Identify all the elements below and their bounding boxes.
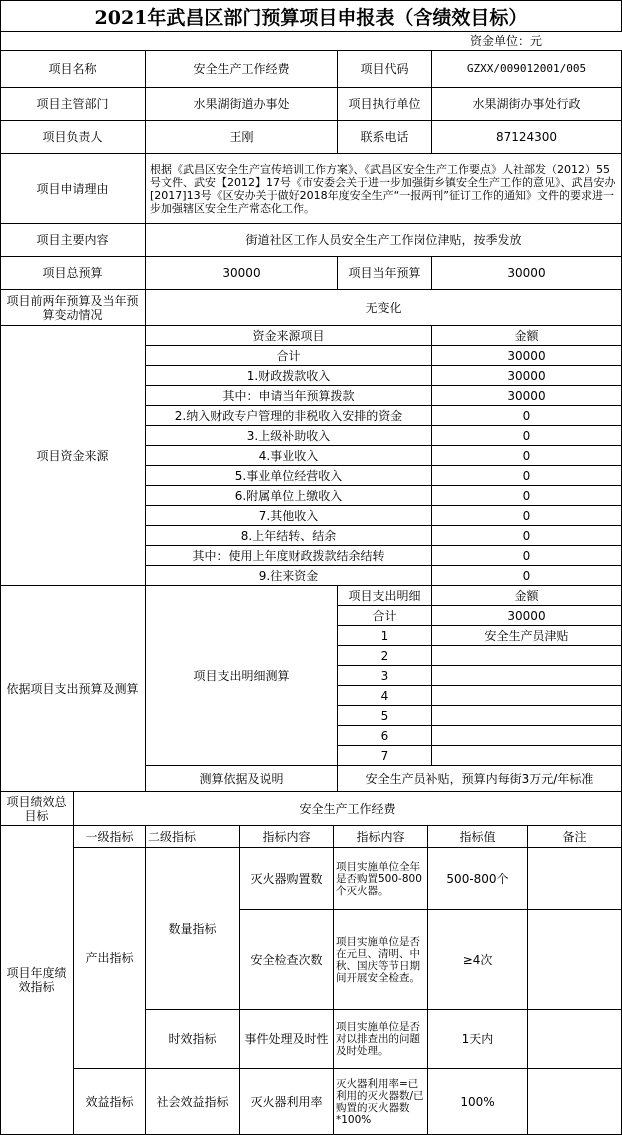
expense-row-amount bbox=[432, 726, 622, 746]
reason-value: 根据《武昌区安全生产宣传培训工作方案》、《武昌区安全生产工作要点》人社部发（2012）55号文件、武安【2012】17号《市安委会关于进一步加强街乡镇安全生产工作的意见》、武昌安办[2017]13号《区安办关于做好2018年度安全生产“一报两刊”征订工作的通知》文件的要求进一步加强辖区安全生产常态化工作。 bbox=[146, 154, 622, 224]
exec-unit-label: 项目执行单位 bbox=[338, 88, 432, 121]
funding-amount-header: 金额 bbox=[432, 326, 622, 346]
funding-source-amount: 30000 bbox=[432, 346, 622, 366]
indicator-value: ≥4次 bbox=[428, 910, 528, 1010]
basis-value: 安全生产员补贴，预算内每街3万元/年标准 bbox=[338, 766, 622, 792]
phone-value: 87124300 bbox=[432, 121, 622, 154]
indicator-note bbox=[528, 1069, 622, 1135]
budget-change-value: 无变化 bbox=[146, 290, 622, 326]
level1-output: 产出指标 bbox=[74, 848, 146, 1069]
expense-row-amount bbox=[432, 706, 622, 726]
funding-source-item: 5.事业单位经营收入 bbox=[146, 466, 432, 486]
project-code-value: GZXX/009012001/005 bbox=[432, 51, 622, 88]
funding-source-amount: 0 bbox=[432, 526, 622, 546]
expense-row-amount bbox=[432, 646, 622, 666]
content-value: 街道社区工作人员安全生产工作岗位津贴，按季发放 bbox=[146, 224, 622, 257]
level2-time: 时效指标 bbox=[146, 1010, 240, 1069]
expense-total-value: 30000 bbox=[432, 606, 622, 626]
funding-source-item: 6.附属单位上缴收入 bbox=[146, 486, 432, 506]
dept-label: 项目主管部门 bbox=[0, 88, 146, 121]
annual-indicator-label: 项目年度绩效指标 bbox=[0, 826, 74, 1135]
funding-source-item: 9.往来资金 bbox=[146, 566, 432, 586]
owner-label: 项目负责人 bbox=[0, 121, 146, 154]
perf-header-note: 备注 bbox=[528, 826, 622, 848]
indicator-note bbox=[528, 910, 622, 1010]
indicator-name: 灭火器利用率 bbox=[240, 1069, 334, 1135]
perf-header-level1: 一级指标 bbox=[74, 826, 146, 848]
funding-source-item: 7.其他收入 bbox=[146, 506, 432, 526]
perf-header-value: 指标值 bbox=[428, 826, 528, 848]
indicator-name: 安全检查次数 bbox=[240, 910, 334, 1010]
funding-label: 项目资金来源 bbox=[0, 326, 146, 586]
sheet-title: 2021年武昌区部门预算项目申报表（含绩效目标） bbox=[0, 0, 622, 32]
funding-source-amount: 0 bbox=[432, 406, 622, 426]
indicator-name: 灭火器购置数 bbox=[240, 848, 334, 910]
indicator-note bbox=[528, 1010, 622, 1069]
expense-row-amount: 安全生产员津贴 bbox=[432, 626, 622, 646]
phone-label: 联系电话 bbox=[338, 121, 432, 154]
project-name-value: 安全生产工作经费 bbox=[146, 51, 338, 88]
funding-source-amount: 0 bbox=[432, 506, 622, 526]
expense-row-amount bbox=[432, 666, 622, 686]
level2-social: 社会效益指标 bbox=[146, 1069, 240, 1135]
funding-source-amount: 30000 bbox=[432, 366, 622, 386]
year-budget-label: 项目当年预算 bbox=[338, 257, 432, 290]
funding-source-amount: 0 bbox=[432, 486, 622, 506]
year-budget-value: 30000 bbox=[432, 257, 622, 290]
perf-header-content: 指标内容 bbox=[240, 826, 334, 848]
funding-source-item: 4.事业收入 bbox=[146, 446, 432, 466]
dept-value: 水果湖街道办事处 bbox=[146, 88, 338, 121]
funding-source-amount: 0 bbox=[432, 546, 622, 566]
expense-row-number: 2 bbox=[338, 646, 432, 666]
funding-item-header: 资金来源项目 bbox=[146, 326, 432, 346]
expense-row-number: 3 bbox=[338, 666, 432, 686]
basis-label: 测算依据及说明 bbox=[146, 766, 338, 792]
project-name-label: 项目名称 bbox=[0, 51, 146, 88]
goal-value: 安全生产工作经费 bbox=[74, 792, 622, 826]
expense-row-number: 6 bbox=[338, 726, 432, 746]
expense-row-number: 1 bbox=[338, 626, 432, 646]
expense-row-number: 4 bbox=[338, 686, 432, 706]
expense-row-amount bbox=[432, 686, 622, 706]
exec-unit-value: 水果湖街办事处行政 bbox=[432, 88, 622, 121]
funding-source-item: 3.上级补助收入 bbox=[146, 426, 432, 446]
project-code-label: 项目代码 bbox=[338, 51, 432, 88]
funding-source-item: 其中：使用上年度财政拨款结余结转 bbox=[146, 546, 432, 566]
expense-label: 依据项目支出预算及测算 bbox=[0, 586, 146, 792]
indicator-value: 500-800个 bbox=[428, 848, 528, 910]
owner-value: 王刚 bbox=[146, 121, 338, 154]
indicator-description: 项目实施单位是否在元旦、清明、中秋、国庆等节日期间开展安全检查。 bbox=[334, 910, 428, 1010]
funding-source-item: 2.纳入财政专户管理的非税收入安排的资金 bbox=[146, 406, 432, 426]
funding-source-amount: 0 bbox=[432, 466, 622, 486]
perf-header-level2: 二级指标 bbox=[146, 826, 240, 848]
funding-source-amount: 0 bbox=[432, 446, 622, 466]
expense-row-number: 7 bbox=[338, 746, 432, 766]
expense-row-amount bbox=[432, 746, 622, 766]
total-budget-value: 30000 bbox=[146, 257, 338, 290]
content-label: 项目主要内容 bbox=[0, 224, 146, 257]
indicator-value: 100% bbox=[428, 1069, 528, 1135]
funding-source-amount: 0 bbox=[432, 566, 622, 586]
funding-source-item: 其中：申请当年预算拨款 bbox=[146, 386, 432, 406]
currency-unit: 资金单位：元 bbox=[470, 34, 543, 48]
perf-header-content-2: 指标内容 bbox=[334, 826, 428, 848]
indicator-description: 项目实施单位全年是否购置500-800个灭火器。 bbox=[334, 848, 428, 910]
expense-total-label: 合计 bbox=[338, 606, 432, 626]
funding-source-amount: 0 bbox=[432, 426, 622, 446]
level1-benefit: 效益指标 bbox=[74, 1069, 146, 1135]
reason-label: 项目申请理由 bbox=[0, 154, 146, 224]
expense-detail-header: 项目支出明细 bbox=[338, 586, 432, 606]
indicator-description: 项目实施单位是否对以排查出的问题及时处理。 bbox=[334, 1010, 428, 1069]
goal-label: 项目绩效总目标 bbox=[0, 792, 74, 826]
expense-detail-label: 项目支出明细测算 bbox=[146, 586, 338, 766]
budget-change-label: 项目前两年预算及当年预算变动情况 bbox=[0, 290, 146, 326]
indicator-description: 灭火器利用率=已利用的灭火器数/已购置的灭火器数*100% bbox=[334, 1069, 428, 1135]
funding-source-amount: 30000 bbox=[432, 386, 622, 406]
funding-source-item: 1.财政拨款收入 bbox=[146, 366, 432, 386]
level2-quantity: 数量指标 bbox=[146, 848, 240, 1010]
indicator-value: 1天内 bbox=[428, 1010, 528, 1069]
indicator-name: 事件处理及时性 bbox=[240, 1010, 334, 1069]
indicator-note bbox=[528, 848, 622, 910]
total-budget-label: 项目总预算 bbox=[0, 257, 146, 290]
funding-source-item: 8.上年结转、结余 bbox=[146, 526, 432, 546]
expense-amount-header: 金额 bbox=[432, 586, 622, 606]
funding-source-item: 合计 bbox=[146, 346, 432, 366]
expense-row-number: 5 bbox=[338, 706, 432, 726]
